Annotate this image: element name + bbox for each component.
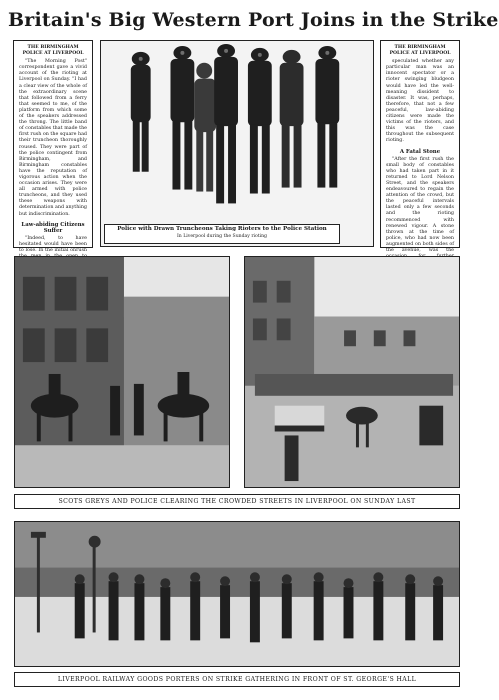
railway-porters-gathering-photo xyxy=(14,521,460,667)
police-with-prisoners-photo xyxy=(100,40,374,247)
left-paragraph-2: "Indeed, to have hesitated would have been to lose. In the initial onrush xyxy=(19,235,87,253)
top-caption-main: Police with Drawn Truncheons Taking Rioters to the Police Station xyxy=(117,226,327,232)
left-column-subhead: Law-abiding Citizens Suffer xyxy=(21,221,85,234)
left-paragraph-1: "The Morning Post" correspondent gave a vivid account of the rioting at Liverpool on Sunday. "I had a clear view of the whole of the extraordinary scene that followed from a ferry that seemed to me, of the platform from which some of the speakers addressed the throng. The little band of constables that made the first rush on the square had their truncheon thoroughly roused. They were part of the police contingent from Birmingham, and Birmingham constables have the reputation of vigorous action when the occasion arises. They were all armed with police truncheons, and they used these weapons with determination and anything but indiscrimination. xyxy=(19,59,87,217)
top-caption-sub: In Liverpool during the Sunday rioting xyxy=(176,234,267,239)
page-headline: Britain's Big Western Port Joins in the Strike xyxy=(8,9,499,31)
right-column-subhead: A Fatal Stone xyxy=(399,148,441,155)
middle-photos-caption: SCOTS GREYS AND POLICE CLEARING THE CROWDED STREETS IN LIVERPOOL ON SUNDAY LAST xyxy=(14,494,460,509)
right-column-title: THE BIRMINGHAM POLICE AT LIVERPOOL xyxy=(389,45,451,56)
scots-greys-street-photo xyxy=(14,256,230,488)
right-paragraph-1: speculated whether any particular man was an innocent spectator or a rioter swinging bludgeon would have led the well-meaning dissident to disaster. It was, perhaps, therefore, that not a few peaceful, law-abiding citizens were made the victims of the rioters, and this was the case throughout the subsequent rioting. xyxy=(386,59,454,144)
top-photo-caption xyxy=(104,224,340,244)
left-article-column xyxy=(13,40,93,253)
right-article-column xyxy=(380,40,460,253)
right-paragraph-2: "After the first rush the small body of constables who had taken part in it returned to Lord Nelson Street, and the speakers endeavoured to regain the attention of the crowd, but the peaceful intervals lasted only a few seconds and the rioting recommenced with renewed vigour. A stone thrown at the time of police, who had now been augmented on both sides of the avenue, was the xyxy=(386,156,454,253)
left-column-title: THE BIRMINGHAM POLICE AT LIVERPOOL xyxy=(22,45,84,56)
crowded-street-photo xyxy=(244,256,460,488)
bottom-photo-caption: LIVERPOOL RAILWAY GOODS PORTERS ON STRIKE GATHERING IN FRONT OF ST. GEORGE'S HALL xyxy=(14,672,460,687)
